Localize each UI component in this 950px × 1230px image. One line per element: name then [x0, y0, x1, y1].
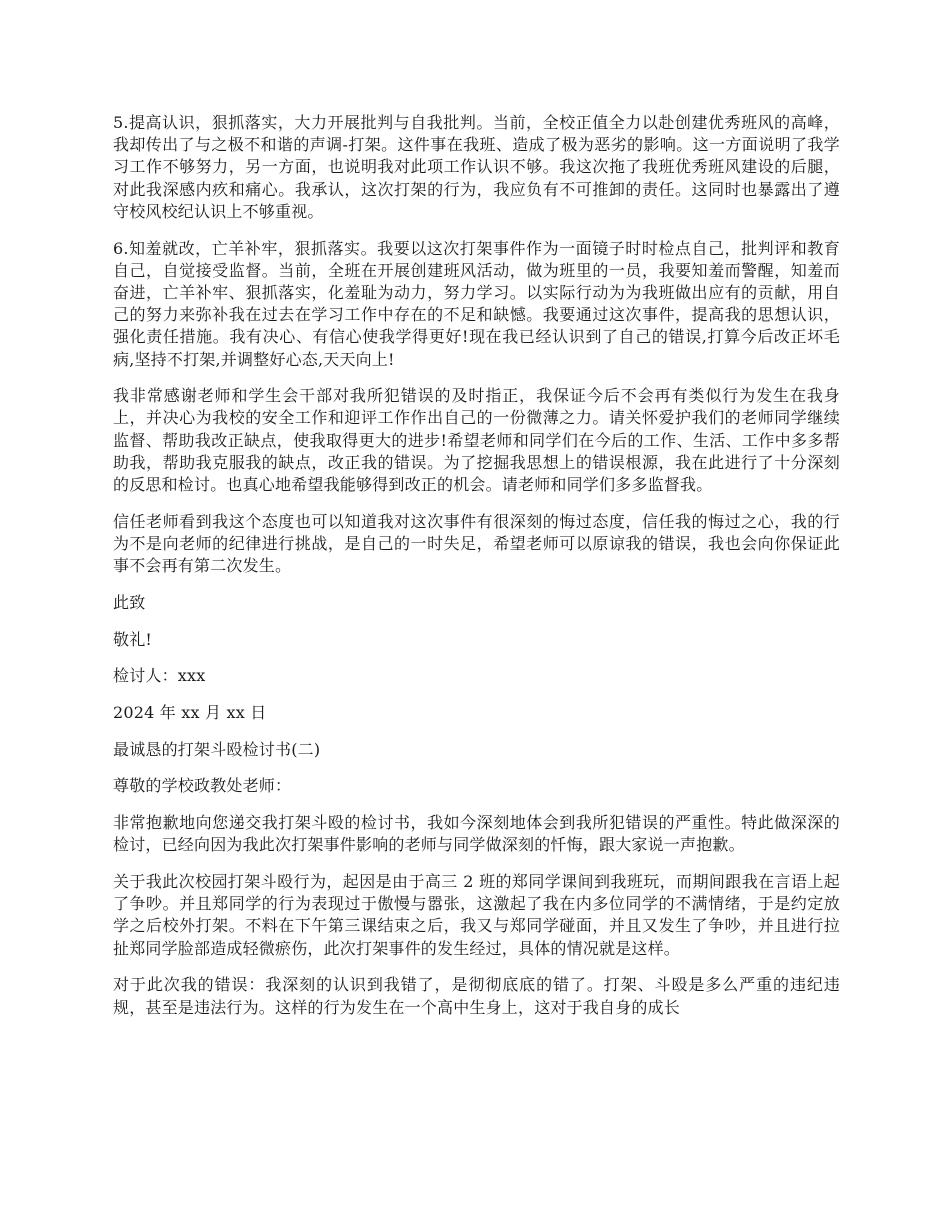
- document-page: [113, 112, 840, 1033]
- paragraph-6: 6.知羞就改，亡羊补牢，狠抓落实。我要以这次打架事件作为一面镜子时时检点自己，批判评和教育自己，自觉接受监督。当前，全班在开展创建班风活动，做为班里的一员，我要知羞而警醒，知羞而奋进，亡羊补牢、狠抓落实，化羞耻为动力，努力学习。以实际行动为为我班做出应有的贡献，用自己的努力来弥补我在过去在学习工作中存在的不足和缺憾。我要通过这次事件，提高我的思想认识，强化责任措施。我有决心、有信心使我学得更好!现在我已经认识到了自己的错误,打算今后改正坏毛病,坚持不打架,并调整好心态,天天向上!: [113, 238, 840, 369]
- closing-line: 此致: [113, 592, 146, 612]
- signature-line: 检讨人：xxx: [113, 666, 206, 686]
- paragraph-apology: 非常抱歉地向您递交我打架斗殴的检讨书，我如今深刻地体会到我所犯错误的严重性。特此做深深的检讨，已经向因为我此次打架事件影响的老师与同学做深刻的忏悔，跟大家说一声抱歉。: [113, 813, 840, 855]
- greeting-line: 尊敬的学校政教处老师：: [113, 776, 292, 796]
- paragraph-incident: 关于我此次校园打架斗殴行为，起因是由于高三 2 班的郑同学课间到我班玩，而期间跟我在言语上起了争吵。并且郑同学的行为表现过于傲慢与嚣张，这激起了我在内多位同学的不满情绪，于是约定放学之后校外打架。不料在下午第三课结束之后，我又与郑同学碰面，并且又发生了争吵，并且进行拉扯郑同学脸部造成轻微瘀伤，此次打架事件的发生经过，具体的情况就是这样。: [113, 871, 840, 958]
- paragraph-thanks: 我非常感谢老师和学生会干部对我所犯错误的及时指正，我保证今后不会再有类似行为发生在我身上，并决心为我校的安全工作和迎评工作作出自己的一份微薄之力。请关怀爱护我们的老师同学继续监督、帮助我改正缺点，使我取得更大的进步!希望老师和同学们在今后的工作、生活、工作中多多帮助我，帮助我克服我的缺点，改正我的错误。为了挖掘我思想上的错误根源，我在此进行了十分深刻的反思和检讨。也真心地希望我能够得到改正的机会。请老师和同学们多多监督我。: [113, 386, 840, 495]
- second-letter-title: 最诚恳的打架斗殴检讨书(二): [113, 739, 321, 759]
- salute-line: 敬礼!: [113, 629, 153, 649]
- date-line: 2024 年 xx 月 xx 日: [113, 702, 267, 722]
- paragraph-trust: 信任老师看到我这个态度也可以知道我对这次事件有很深刻的悔过态度，信任我的悔过之心，我的行为不是向老师的纪律进行挑战，是自己的一时失足，希望老师可以原谅我的错误，我也会向你保证此事不会再有第二次发生。: [113, 511, 840, 576]
- paragraph-recognition: 对于此次我的错误：我深刻的认识到我错了，是彻彻底底的错了。打架、斗殴是多么严重的违纪违规，甚至是违法行为。这样的行为发生在一个高中生身上，这对于我自身的成长: [113, 975, 840, 1017]
- paragraph-5: 5.提高认识，狠抓落实，大力开展批判与自我批判。当前，全校正值全力以赴创建优秀班风的高峰，我却传出了与之极不和谐的声调-打架。这件事在我班、造成了极为恶劣的影响。这一方面说明了我学习工作不够努力，另一方面，也说明我对此项工作认识不够。我这次拖了我班优秀班风建设的后腿，对此我深感内疚和痛心。我承认，这次打架的行为，我应负有不可推卸的责任。这同时也暴露出了遵守校风校纪认识上不够重视。: [113, 113, 840, 221]
